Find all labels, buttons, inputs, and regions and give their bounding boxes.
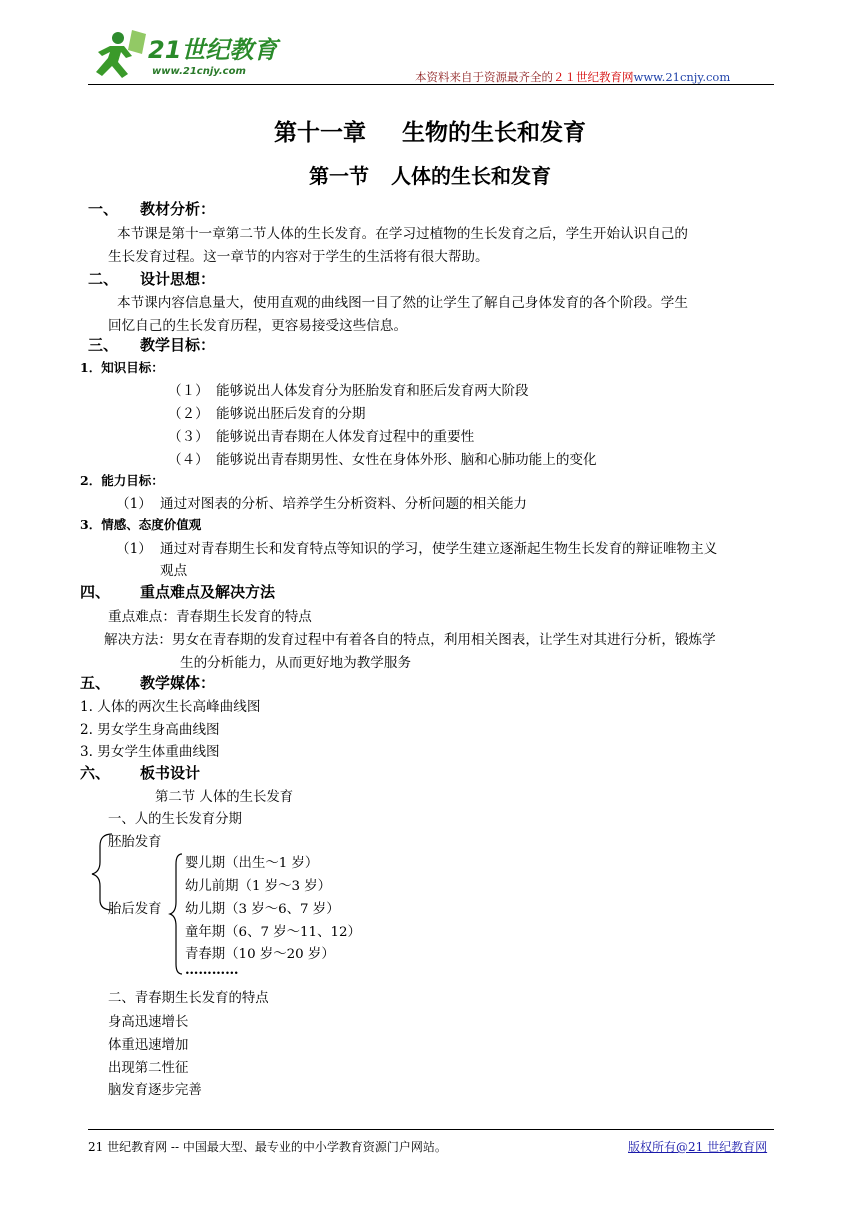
- stage-item: 婴儿期（出生～1 岁）: [185, 856, 319, 871]
- s4-heading: 重点难点及解决方法: [140, 583, 276, 601]
- s1-heading: 教材分析：: [140, 200, 216, 218]
- s5-heading: 教学媒体：: [140, 674, 216, 692]
- chapter-title: 第十一章 生物的生长和发育: [274, 119, 586, 146]
- header-link[interactable]: www.21cnjy.com: [633, 70, 731, 84]
- stage-item-ellipsis: …………: [185, 962, 239, 978]
- s2-paragraph-line1: 本节课内容信息量大，使用直观的曲线图一目了然的让学生了解自己身体发育的各个阶段。学生: [117, 295, 688, 311]
- board-part2-heading: 二、青春期生长发育的特点: [108, 991, 269, 1006]
- s6-heading: 板书设计: [140, 764, 201, 782]
- s2-paragraph-line2: 回忆自己的生长发育历程，更容易接受这些信息。: [108, 318, 408, 334]
- knowledge-goal-num: （３）: [168, 429, 209, 445]
- knowledge-goal-num: （１）: [168, 383, 209, 399]
- attitude-goals-heading: 3．情感、态度价值观: [80, 517, 202, 532]
- s4-number: 四、: [80, 583, 111, 601]
- board-embryo: 胚胎发育: [108, 835, 162, 850]
- knowledge-goal-num: （４）: [168, 452, 209, 468]
- board-post-embryo: 胎后发育: [108, 902, 162, 917]
- feature-item: 体重迅速增加: [108, 1038, 189, 1053]
- s1-paragraph-line2: 生长发育过程。这一章节的内容对于学生的生活将有很大帮助。: [108, 249, 489, 265]
- header-divider: [88, 84, 774, 85]
- solution-line2: 生的分析能力，从而更好地为教学服务: [180, 655, 412, 671]
- s5-number: 五、: [80, 674, 111, 692]
- ability-goal-text: 通过对图表的分析、培养学生分析资料、分析问题的相关能力: [160, 496, 528, 512]
- s1-paragraph-line1: 本节课是第十一章第二节人体的生长发育。在学习过植物的生长发育之后，学生开始认识自己的: [117, 226, 688, 242]
- site-logo: [88, 24, 288, 84]
- knowledge-goal-text: 能够说出青春期男性、女性在身体外形、脑和心肺功能上的变化: [216, 452, 597, 468]
- attitude-goal-text-line2: 观点: [160, 563, 188, 579]
- knowledge-goal-text: 能够说出胚后发育的分期: [216, 406, 366, 422]
- s6-number: 六、: [80, 764, 111, 782]
- runner-icon: [96, 30, 146, 78]
- feature-item: 脑发育逐步完善: [108, 1083, 202, 1098]
- media-item: 1. 人体的两次生长高峰曲线图: [80, 699, 261, 715]
- knowledge-goals-heading: 1．知识目标：: [80, 360, 164, 375]
- media-item: 2. 男女学生身高曲线图: [80, 722, 220, 738]
- section-title: 第一节 人体的生长和发育: [309, 164, 551, 188]
- feature-item: 出现第二性征: [108, 1061, 189, 1076]
- s2-heading: 设计思想：: [140, 270, 216, 288]
- s3-heading: 教学目标：: [140, 336, 216, 354]
- s1-number: 一、: [88, 200, 119, 218]
- attitude-goal-num: （1）: [116, 541, 152, 557]
- knowledge-goal-num: （２）: [168, 406, 209, 422]
- stage-item: 童年期（6、7 岁～11、12）: [185, 925, 361, 940]
- board-title: 第二节 人体的生长发育: [155, 790, 294, 805]
- feature-item: 身高迅速增长: [108, 1015, 189, 1030]
- stage-item: 青春期（10 岁～20 岁）: [185, 947, 335, 962]
- media-item: 3. 男女学生体重曲线图: [80, 744, 220, 760]
- attitude-goal-text-line1: 通过对青春期生长和发育特点等知识的学习，使学生建立逐渐起生物生长发育的辩证唯物主义: [160, 541, 718, 557]
- s2-number: 二、: [88, 270, 119, 288]
- board-part1-heading: 一、人的生长发育分期: [108, 812, 242, 827]
- stage-item: 幼儿期（3 岁～6、7 岁）: [185, 902, 340, 917]
- footer-divider: [88, 1129, 774, 1130]
- header-source-note: 本资料来自于资源最齐全的２１世纪教育网www.21cnjy.com: [415, 70, 731, 84]
- s3-number: 三、: [88, 336, 119, 354]
- knowledge-goal-text: 能够说出人体发育分为胚胎发育和胚后发育两大阶段: [216, 383, 529, 399]
- knowledge-goal-text: 能够说出青春期在人体发育过程中的重要性: [216, 429, 475, 445]
- key-difficulty: 重点难点：青春期生长发育的特点: [108, 609, 312, 625]
- svg-text:21世纪教育: 21世纪教育: [148, 36, 278, 64]
- solution-line1: 解决方法：男女在青春期的发育过程中有着各自的特点，利用相关图表，让学生对其进行分析，锻炼学: [104, 632, 716, 648]
- footer-description: 21 世纪教育网 -- 中国最大型、最专业的中小学教育资源门户网站。: [88, 1140, 447, 1154]
- stage-item: 幼儿前期（1 岁～3 岁）: [185, 879, 332, 894]
- footer-copyright-link[interactable]: 版权所有@21 世纪教育网: [628, 1140, 768, 1154]
- svg-text:www.21cnjy.com: www.21cnjy.com: [152, 66, 246, 77]
- ability-goals-heading: 2．能力目标：: [80, 473, 164, 488]
- ability-goal-num: （1）: [116, 496, 152, 512]
